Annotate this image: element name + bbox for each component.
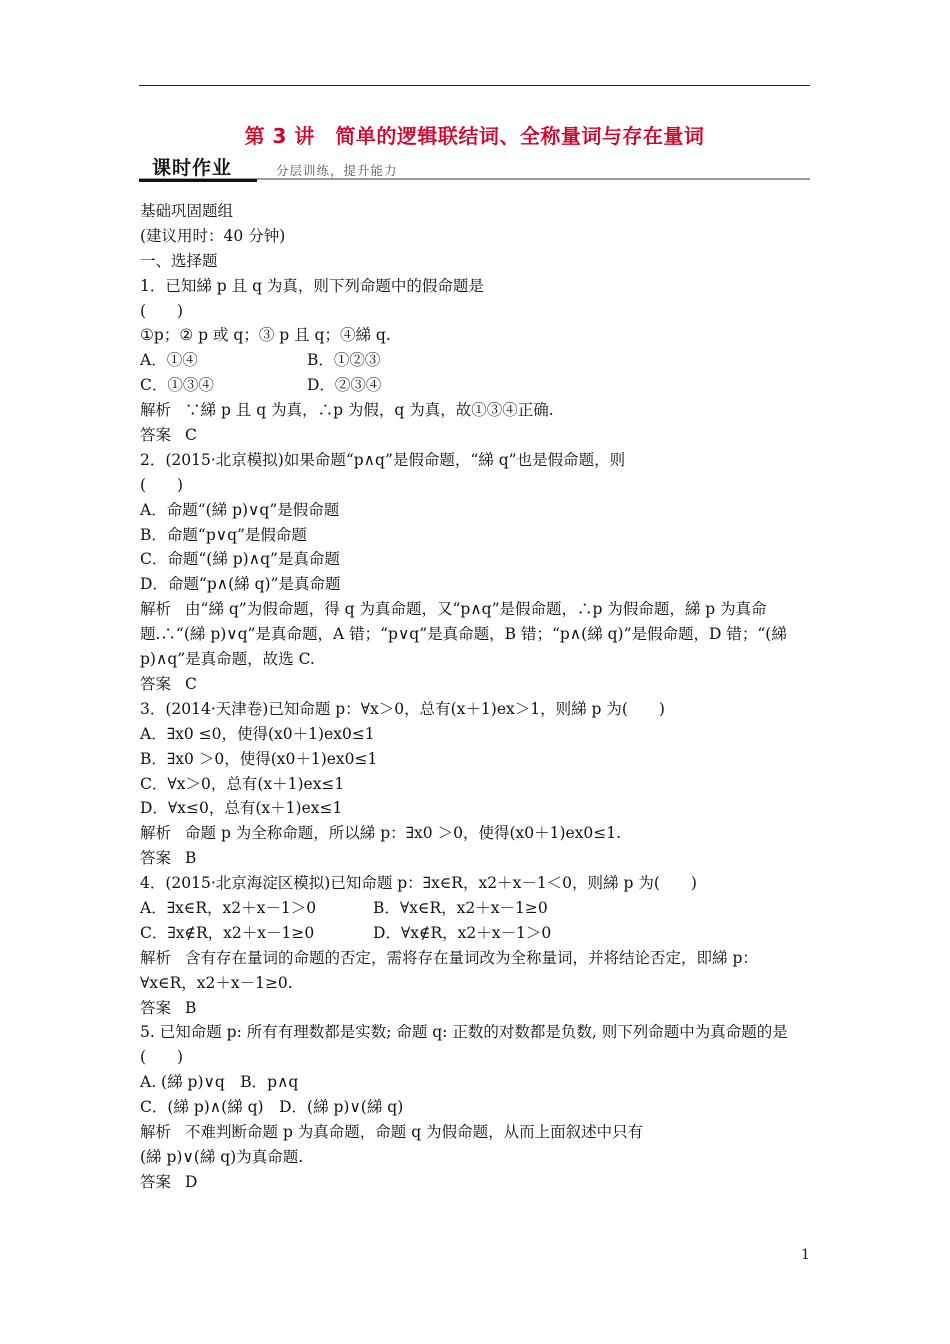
q2-stem: 2．(2015·北京模拟)如果命题“p∧q”是假命题，“綈 q”也是假命题，则 — [140, 450, 626, 469]
q3-option-b: B．∃x0 ＞0，使得(x0＋1)ex0≤1 — [140, 749, 378, 768]
top-rule — [139, 85, 810, 86]
q2-analysis-text: 由“綈 q”为假命题，得 q 为真命题，又“p∧q”是假命题，∴p 为假命题，綈 p 为真命题.∴“(綈 p)∨q”是真命题，A 错；“p∨q”是真命题，B 错；“p∧(綈 q)”是假命题，D 错；“(綈 p)∧q”是真命题，故选 C. — [140, 600, 787, 669]
q3-answer-value: B — [185, 849, 197, 868]
q2-option-c: C．命题“(綈 p)∧q”是真命题 — [140, 550, 340, 569]
q1-options-cd — [140, 373, 812, 398]
q1-answer-value: C — [185, 426, 197, 445]
lesson-title: 第 3 讲 简单的逻辑联结词、全称量词与存在量词 — [244, 124, 705, 148]
q2-option-d: D．命题“p∧(綈 q)”是真命题 — [140, 575, 341, 594]
answer-label: 答案 — [140, 849, 172, 868]
q5-answer-value: D — [185, 1172, 198, 1191]
group-heading: 基础巩固题组 — [140, 202, 234, 220]
q4-option-a: A．∃x∈R，x2＋x－1＞0 — [140, 898, 317, 917]
q1-answer — [140, 423, 812, 448]
q1-option-a: A．①④ — [140, 351, 198, 370]
q2-option-b: B．命题“p∨q”是假命题 — [140, 525, 307, 544]
q4-option-b: B．∀x∈R，x2＋x－1≥0 — [373, 898, 548, 917]
q4-analysis — [140, 946, 812, 996]
q3-option-a: A．∃x0 ≤0，使得(x0＋1)ex0≤1 — [140, 724, 375, 743]
q4-option-c: C．∃x∉R，x2＋x－1≥0 — [140, 923, 315, 942]
q4-answer-value: B — [185, 998, 197, 1017]
q5-analysis — [140, 1120, 812, 1145]
q3-stem: 3．(2014·天津卷)已知命题 p：∀x＞0，总有(x＋1)ex＞1，则綈 p 为( ) — [140, 699, 665, 718]
q3-answer — [140, 846, 812, 871]
q5-analysis-text: 不难判断命题 p 为真命题，命题 q 为假命题，从而上面叙述中只有 — [185, 1123, 644, 1142]
page-number: 1 — [801, 1247, 810, 1263]
q4-stem: 4．(2015·北京海淀区模拟)已知命题 p：∃x∈R，x2＋x－1＜0，则綈 p 为( ) — [140, 874, 697, 893]
q3-analysis-text: 命题 p 为全称命题，所以綈 p：∃x0 ＞0，使得(x0＋1)ex0≤1. — [185, 824, 622, 843]
banner-label: 课时作业 — [152, 157, 233, 179]
q4-answer — [140, 996, 812, 1021]
analysis-label: 解析 — [140, 948, 172, 967]
q4-options-cd — [140, 921, 812, 946]
q1-option-c: C．①③④ — [140, 376, 214, 395]
part-heading: 一、选择题 — [140, 251, 218, 270]
analysis-label: 解析 — [140, 824, 172, 843]
q1-analysis-text: ∵綈 p 且 q 为真，∴p 为假，q 为真，故①③④正确. — [185, 401, 554, 420]
document-body — [140, 199, 812, 1195]
q2-analysis — [140, 597, 812, 672]
q4-options-ab — [140, 896, 812, 921]
q2-paren: ( ) — [140, 475, 184, 494]
q3-analysis — [140, 821, 812, 846]
q1-items: ①p；② p 或 q；③ p 且 q；④綈 q. — [140, 326, 391, 345]
q5-options-cd: C．(綈 p)∧(綈 q) D．(綈 p)∨(綈 q) — [140, 1098, 404, 1117]
analysis-label: 解析 — [140, 600, 172, 619]
banner-subtitle: 分层训练，提升能力 — [276, 163, 398, 178]
analysis-label: 解析 — [140, 1123, 172, 1142]
q5-paren: ( ) — [140, 1048, 184, 1067]
q4-option-d: D．∀x∉R，x2＋x－1＞0 — [373, 923, 552, 942]
q2-answer-value: C — [185, 674, 197, 693]
analysis-label: 解析 — [140, 401, 172, 420]
q1-options-ab — [140, 348, 812, 373]
q5-options-ab: A. (綈 p)∨q B．p∧q — [140, 1073, 299, 1092]
q3-option-d: D．∀x≤0，总有(x＋1)ex≤1 — [140, 799, 343, 818]
answer-label: 答案 — [140, 426, 172, 445]
suggested-time: (建议用时：40 分钟) — [140, 226, 286, 245]
answer-label: 答案 — [140, 1172, 172, 1191]
q5-analysis-continued: (綈 p)∨(綈 q)为真命题. — [140, 1147, 304, 1166]
q5-answer — [140, 1170, 812, 1195]
q4-analysis-text: 含有存在量词的命题的否定，需将存在量词改为全称量词，并将结论否定，即綈 p：∀x∈R，x2＋x－1≥0. — [140, 948, 758, 992]
q1-analysis — [140, 398, 812, 423]
answer-label: 答案 — [140, 998, 172, 1017]
q1-paren: ( ) — [140, 301, 184, 320]
q3-option-c: C．∀x＞0，总有(x＋1)ex≤1 — [140, 774, 345, 793]
q1-option-d: D．②③④ — [307, 376, 382, 395]
answer-label: 答案 — [140, 674, 172, 693]
q1-stem: 1．已知綈 p 且 q 为真，则下列命题中的假命题是 — [140, 276, 484, 295]
q2-option-a: A．命题“(綈 p)∨q”是假命题 — [140, 500, 340, 519]
q2-answer — [140, 672, 812, 697]
q5-stem: 5. 已知命题 p: 所有有理数都是实数; 命题 q: 正数的对数都是负数, 则下列命题中为真命题的是 — [140, 1023, 788, 1042]
q1-option-b: B．①②③ — [307, 351, 381, 370]
